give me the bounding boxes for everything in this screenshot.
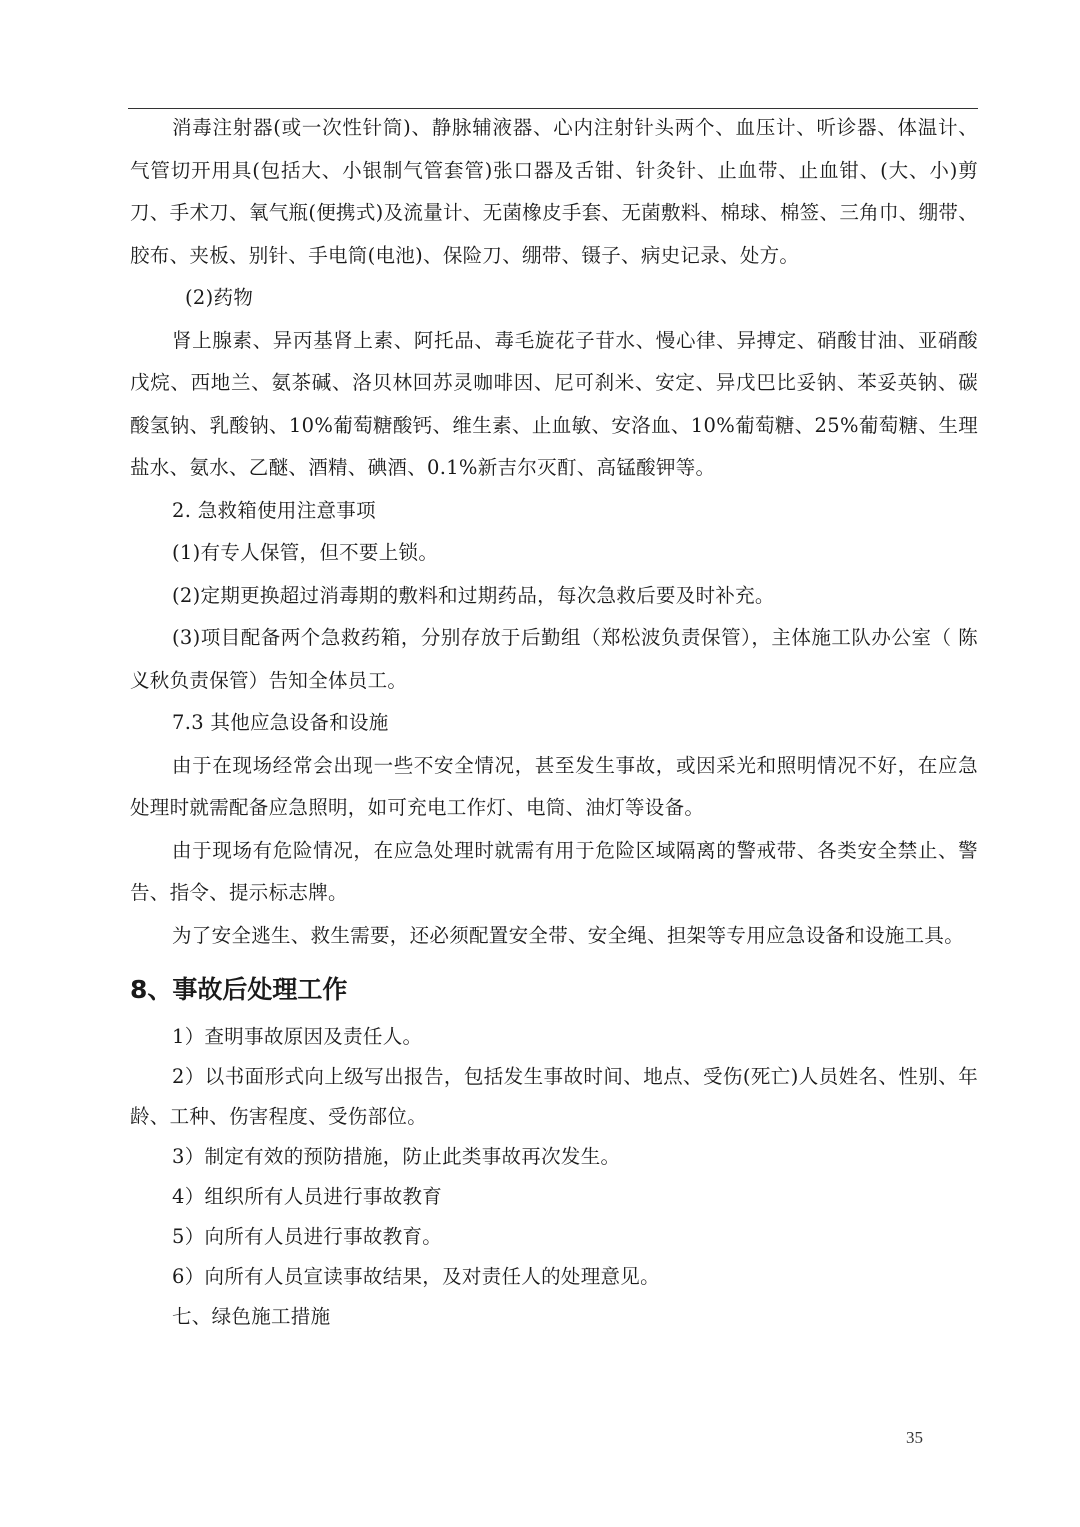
list-item: 6）向所有人员宣读事故结果，及对责任人的处理意见。 — [172, 1265, 660, 1288]
section-heading: 8、事故后处理工作 — [130, 975, 348, 1004]
list-item: 4）组织所有人员进行事故教育 — [172, 1185, 443, 1208]
post-accident-list — [130, 1017, 978, 1337]
list-item-green-construction: 七、绿色施工措施 — [172, 1305, 331, 1328]
page-content — [130, 107, 978, 1337]
paragraph-drugs-heading: (2)药物 — [185, 286, 254, 309]
paragraph-note-2: (2)定期更换超过消毒期的敷料和过期药品，每次急救后要及时补充。 — [172, 583, 775, 607]
page-number: 35 — [906, 1428, 923, 1447]
paragraph-kit-notes-heading: 2. 急救箱使用注意事项 — [172, 498, 376, 522]
paragraph-drugs-list: 肾上腺素、异丙基肾上素、阿托品、毒毛旋花子苷水、慢心律、异搏定、硝酸甘油、亚硝酸戊烷、西地兰、氨茶碱、洛贝林回苏灵咖啡因、尼可刹米、安定、异戊巴比妥钠、苯妥英钠、碳酸氢钠、乳酸钠、10%葡萄糖酸钙、维生素、止血敏、安洛血、10%葡萄糖、25%葡萄糖、生理盐水、氨水、乙醚、酒精、碘酒、0.1%新吉尔灭酊、高锰酸钾等。 — [130, 328, 978, 479]
paragraph-equipment-list: 消毒注射器(或一次性针筒)、静脉辅液器、心内注射针头两个、血压计、听诊器、体温计、气管切开用具(包括大、小银制气管套管)张口器及舌钳、针灸针、止血带、止血钳、(大、小)剪刀、手术刀、氧气瓶(便携式)及流量计、无菌橡皮手套、无菌敷料、棉球、棉签、三角巾、绷带、胶布、夹板、别针、手电筒(电池)、保险刀、绷带、镊子、病史记录、处方。 — [130, 116, 978, 267]
paragraph-note-1: (1)有专人保管，但不要上锁。 — [172, 541, 439, 564]
paragraph-warning-signs: 由于现场有危险情况，在应急处理时就需有用于危险区域隔离的警戒带、各类安全禁止、警告、指令、提示标志牌。 — [130, 838, 978, 904]
paragraph-note-3: (3)项目配备两个急救药箱，分别存放于后勤组（郑松波负责保管），主体施工队办公室（ 陈义秋负责保管）告知全体员工。 — [130, 626, 978, 692]
paragraph-section-7-3: 7.3 其他应急设备和设施 — [172, 711, 389, 734]
paragraph-escape-equipment: 为了安全逃生、救生需要，还必须配置安全带、安全绳、担架等专用应急设备和设施工具。 — [172, 923, 965, 947]
list-item: 1）查明事故原因及责任人。 — [172, 1025, 423, 1048]
list-item: 2）以书面形式向上级写出报告，包括发生事故时间、地点、受伤(死亡)人员姓名、性别、年龄、工种、伤害程度、受伤部位。 — [130, 1065, 978, 1128]
list-item: 5）向所有人员进行事故教育。 — [172, 1225, 443, 1248]
paragraph-lighting: 由于在现场经常会出现一些不安全情况，甚至发生事故，或因采光和照明情况不好，在应急处理时就需配备应急照明，如可充电工作灯、电筒、油灯等设备。 — [130, 753, 978, 819]
list-item: 3）制定有效的预防措施，防止此类事故再次发生。 — [172, 1145, 621, 1168]
